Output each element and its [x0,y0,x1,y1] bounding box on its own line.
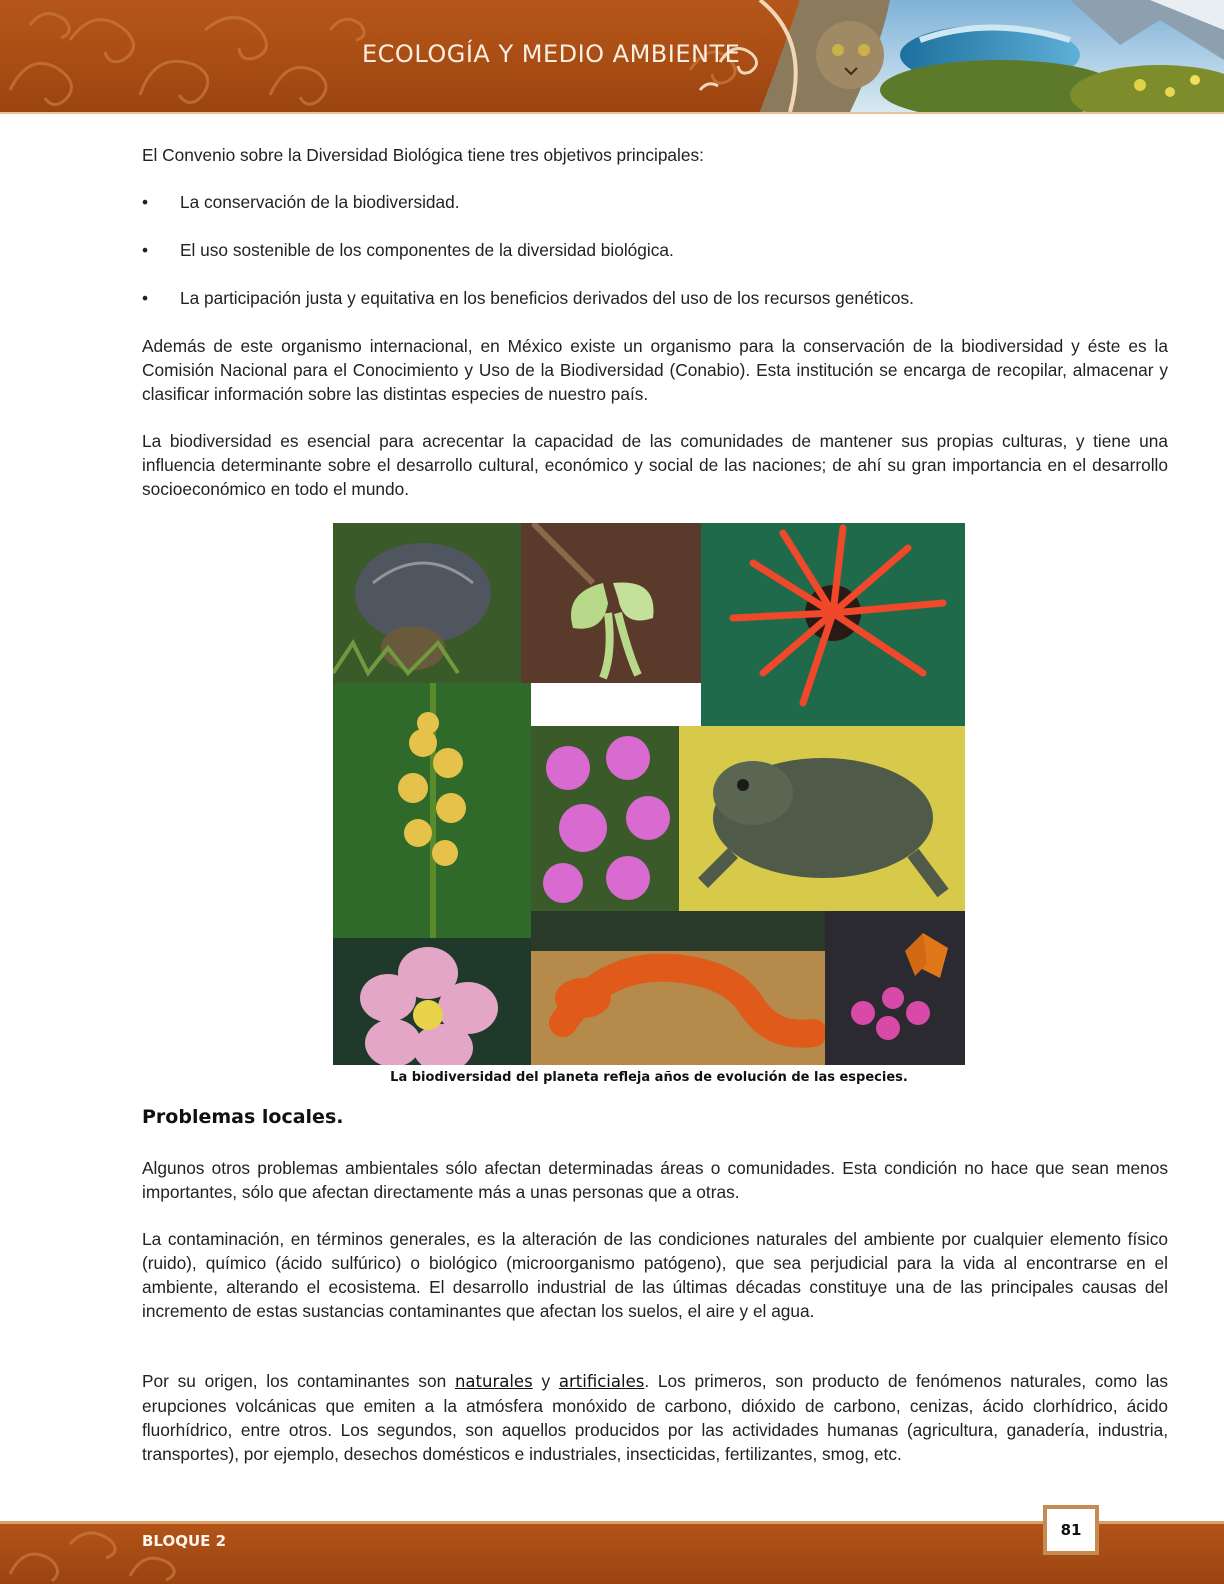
origin-text: . Los primeros, son producto de fenómenos naturales, como las erupciones volcánicas que emiten a la atmósfera monóxido de carbono, dióxido de carbono, cenizas, ácido clorhídrico, ácido fluorhídrico, entre otros. Los segundos, son aquellos producidos por las actividades humanas (agricultura, ganadería, industria, transportes), por ejemplo, desechos domésticos e industriales, insecticidas, fertilizantes, smog, etc. [142,1371,1169,1464]
toad-photo [679,726,965,911]
contamination-paragraph: La contaminación, en términos generales, es la alteración de las condiciones naturales del ambiente por cualquier elemento físico (ruido), químico (ácido sulfúrico) o biológico (microorganismo patógeno), que sea perjudicial para la vida al encontrarse en el ambiente, alterando el ecosistema. El desarrollo industrial de las últimas décadas constituye una de las principales causas del incremento de estas sustancias contaminantes que afectan los suelos, el aire y el agua. [142,1229,1168,1321]
section-heading: Problemas locales. [142,1106,344,1128]
intro-text [142,143,1168,167]
objective-item [142,238,674,262]
importance-section [142,429,1168,501]
page-header [0,0,1224,112]
monarch-butterfly-photo [825,911,965,1065]
pink-phlox-photo [531,726,679,911]
page-number: 81 [1060,1521,1082,1539]
bullet-icon: • [142,288,149,308]
red-flower-photo [701,523,965,726]
objective-text: La participación justa y equitativa en los beneficios derivados del uso de los recursos genéticos. [180,288,914,308]
natural-term: naturales [454,1372,533,1391]
landscape-photo-icon [740,0,1224,112]
objective-text: La conservación de la biodiversidad. [180,192,460,212]
objective-text: El uso sostenible de los componentes de la diversidad biológica. [180,240,674,260]
header-divider [0,112,1224,114]
origin-text: Por su origen, los contaminantes son [142,1371,455,1391]
local-problems-paragraph: Algunos otros problemas ambientales sólo afectan determinadas áreas o comunidades. Esta condición no hace que sean menos importantes, sólo que afectan directamente más a unas personas que a otras. [142,1158,1168,1202]
importance-paragraph: La biodiversidad es esencial para acrecentar la capacidad de las comunidades de mantener sus propias culturas, y tiene una influencia determinante sobre el desarrollo cultural, económico y social de las naciones; de ahí su gran importancia en el desarrollo socioeconómico en todo el mundo. [142,431,1168,499]
origin-text: y [532,1371,559,1391]
local-problems-section [142,1156,1168,1204]
turtle-photo [333,523,521,683]
orchid-photo [333,683,531,938]
block-label: BLOQUE 2 [142,1532,227,1550]
biodiversity-collage [333,523,965,1065]
luna-moth-photo [521,523,701,683]
bullet-icon: • [142,192,149,212]
intro-paragraph: El Convenio sobre la Diversidad Biológica tiene tres objetivos principales: [142,145,704,165]
objective-item [142,190,460,214]
wild-rose-photo [333,938,531,1065]
conabio-paragraph: Además de este organismo internacional, en México existe un organismo para la conservación de la biodiversidad y éste es la Comisión Nacional para el Conocimiento y Uso de la Biodiversidad (Conabio). Esta institución se encarga de recopilar, almacenar y clasificar información sobre las distintas especies de nuestro país. [142,336,1168,404]
objective-item [142,286,914,310]
contamination-section [142,1227,1168,1323]
red-newt-photo [531,911,825,1065]
figure-caption: La biodiversidad del planeta refleja años de evolución de las especies. [390,1070,908,1085]
header-title: ECOLOGÍA Y MEDIO AMBIENTE [362,40,741,68]
origin-paragraph [142,1369,1168,1466]
artificial-term: artificiales [558,1372,645,1391]
conabio-section [142,334,1168,406]
bullet-icon: • [142,240,149,260]
origin-section [142,1369,1168,1466]
